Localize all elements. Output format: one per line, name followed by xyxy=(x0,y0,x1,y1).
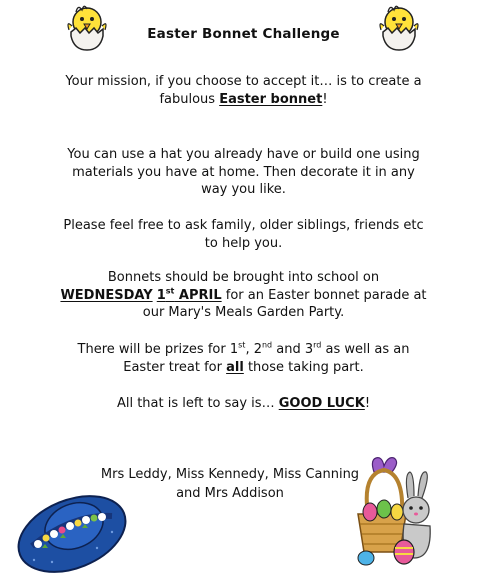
all-emphasis: all xyxy=(226,359,244,375)
instructions-paragraph: You can use a hat you already have or build one using materials you have at home. Then decorate it in any way you like. xyxy=(67,147,420,197)
signoff-line-1: Mrs Leddy, Miss Kennedy, Miss Canning xyxy=(100,467,360,482)
day-emphasis: WEDNESDAY xyxy=(60,287,153,303)
bunny-with-basket-icon xyxy=(352,454,436,566)
prizes-paragraph: There will be prizes for 1st, 2nd and 3rd as well as an Easter treat for all those taking part. xyxy=(77,340,410,375)
date-paragraph: Bonnets should be brought into school on WEDNESDAY 1st APRIL for an Easter bonnet parade at our Mary's Meals Garden Party. xyxy=(60,270,427,320)
easter-bonnet-icon xyxy=(12,476,136,576)
good-luck-emphasis: GOOD LUCK xyxy=(278,396,365,411)
signoff-line-2: and Mrs Addison xyxy=(176,486,284,501)
help-paragraph: Please feel free to ask family, older siblings, friends etc to help you. xyxy=(63,218,424,251)
page-title: Easter Bonnet Challenge xyxy=(147,26,340,42)
good-luck-paragraph: All that is left to say is… GOOD LUCK! xyxy=(116,396,371,411)
date-emphasis: 1st APRIL xyxy=(156,286,222,303)
easter-bonnet-emphasis: Easter bonnet xyxy=(219,91,323,107)
intro-paragraph: Your mission, if you choose to accept it… is to create a fabulous Easter bonnet! xyxy=(65,74,422,107)
signoff xyxy=(100,465,360,503)
